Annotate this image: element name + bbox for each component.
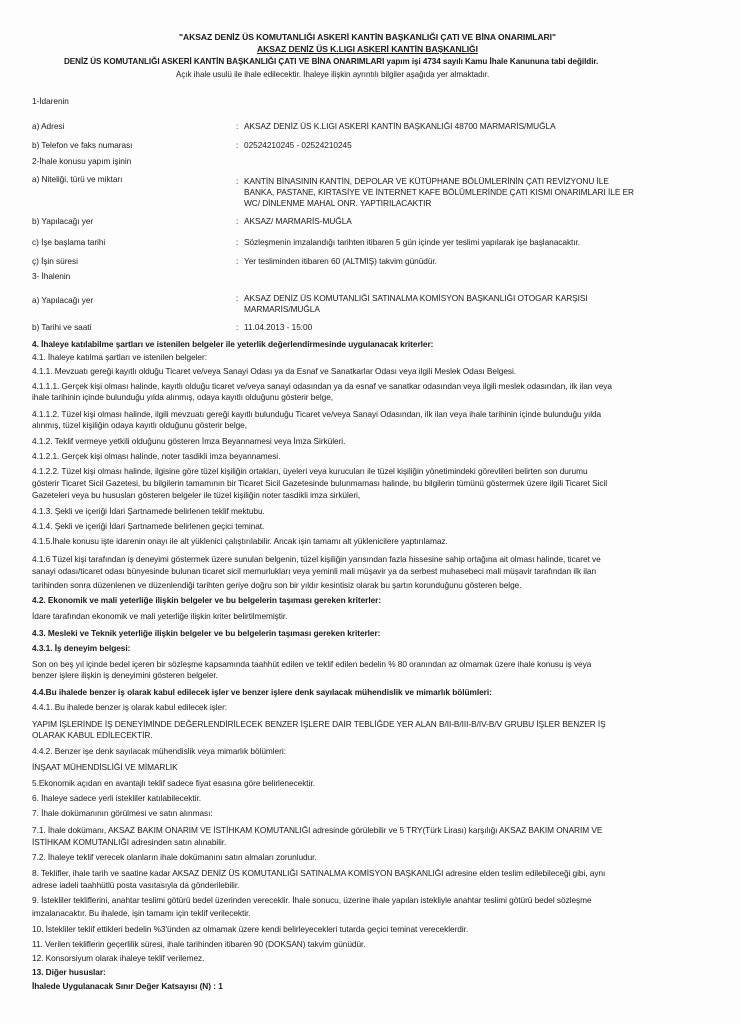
clause-4-4-2-text: İNŞAAT MÜHENDİSLİĞİ VE MİMARLIK — [32, 762, 178, 772]
clause-9-cont: imzalanacaktır. Bu ihalede, işin tamamı için teklif verilecektir. — [32, 908, 251, 918]
clause-8-cont: adrese iadeli taahhütlü posta vasıtasıyla da gönderilebilir. — [32, 880, 240, 890]
field-colon: : — [236, 322, 239, 332]
clause-4-4-1-text-cont: OLARAK KABUL EDİLECEKTİR. — [32, 730, 153, 740]
field-colon: : — [236, 176, 239, 186]
field-value-telefon: 02524210245 - 02524210245 — [244, 140, 352, 150]
clause-8: 8. Teklifler, ihale tarih ve saatine kadar AKSAZ DENİZ ÜS KOMUTANLIĞI SATINALMA KOMİSYON BAŞKANLIĞI adresine elden teslim edilebileceği gibi, aynı — [32, 868, 606, 878]
field-label-yer: b) Yapılacağı yer — [32, 216, 94, 226]
field-label-tarih: b) Tarihi ve saati — [32, 322, 92, 332]
field-colon: : — [236, 256, 239, 266]
clause-4-3-heading: 4.3. Mesleki ve Teknik yeterliğe ilişkin belgeler ve bu belgelerin taşıması gereken kriterler: — [32, 628, 381, 638]
section-idare: 1-İdarenin — [32, 96, 69, 106]
field-label-sure: ç) İşin süresi — [32, 256, 78, 266]
clause-4-1-2-2: 4.1.2.2. Tüzel kişi olması halinde, ilgisine göre tüzel kişiliğin ortakları, üyeleri veya kurucuları ile tüzel kişiliğin yönetimindeki görevlileri belirten son durumu — [32, 466, 588, 476]
field-label-telefon: b) Telefon ve faks numarası — [32, 140, 133, 150]
clause-4-2-text: İdare tarafından ekonomik ve mali yeterliğe ilişkin kriter belirtilmemiştir. — [32, 611, 288, 621]
clause-11: 11. Verilen tekliflerin geçerlilik süresi, ihale tarihinden itibaren 90 (DOKSAN) takvim günüdür. — [32, 939, 366, 949]
clause-4-1-2: 4.1.2. Teklif vermeye yetkili olduğunu gösteren İmza Beyannamesi veya İmza Sirküleri. — [32, 436, 346, 446]
field-colon: : — [236, 140, 239, 150]
field-value-ihale-yeri-2: MARMARİS/MUĞLA — [244, 304, 320, 314]
field-value-sure: Yer tesliminden itibaren 60 (ALTMIŞ) takvim günüdür. — [244, 256, 437, 266]
field-value-tarih: 11.04.2013 - 15:00 — [244, 322, 313, 332]
section-ihalenin: 3- İhalenin — [32, 271, 71, 281]
intro-line-1: DENİZ ÜS KOMUTANLIĞI ASKERİ KANTİN BAŞKANLIĞI ÇATI VE BİNA ONARIMLARI yapım işi 4734 sayılı Kamu İhale Kanununa tabi değildir. — [64, 57, 599, 66]
clause-4-1-1: 4.1.1. Mevzuatı gereği kayıtlı olduğu Ticaret ve/veya Sanayi Odası ya da Esnaf ve Sanatkarlar Odası veya ilgili Meslek Odası Belgesi. — [32, 366, 517, 376]
clause-4-1: 4.1. İhaleye katılma şartları ve istenilen belgeler: — [32, 352, 207, 362]
clause-4-3-1-text: Son on beş yıl içinde bedel içeren bir sözleşme kapsamında taahhüt edilen ve teklif edilen bedelin % 80 oranından az olmamak üzere ihale konusu iş veya — [32, 659, 592, 669]
field-value-adres: AKSAZ DENİZ ÜS K.LIGI ASKERİ KANTİN BAŞKANLIĞI 48700 MARMARİS/MUĞLA — [244, 121, 556, 131]
section-ihale-konusu: 2-İhale konusu yapım işinin — [32, 156, 132, 166]
clause-4-1-1-2: 4.1.1.2. Tüzel kişi olması halinde, ilgili mevzuatı gereği kayıtlı bulunduğu Ticaret ve/veya Sanayi Odasından, ilk ilan veya ihale tarihinin içinde bulunduğu yılda — [32, 409, 602, 419]
clause-4-1-6-cont-1: sanayi odası/ticaret odası bünyesinde bulunan ticaret sicil memurlukları veya yeminli mali müşavir ya da serbest muhasebeci mali müşavir tarafından ilk ilan — [32, 566, 597, 576]
clause-12: 12. Konsorsiyum olarak ihaleye teklif verilemez. — [32, 953, 205, 963]
clause-4-1-1-1: 4.1.1.1. Gerçek kişi olması halinde, kayıtlı olduğu ticaret ve/veya sanayi odasından ya da esnaf ve sanatkar odasından veya ilgili meslek odasından, ilk ilan veya — [32, 381, 612, 391]
clause-4-1-1-2-cont: alınmış, tüzel kişiliğin odaya kayıtlı olduğunu gösterir belge, — [32, 420, 247, 430]
field-value-baslama: Sözleşmenin imzalandığı tarihten itibaren 5 gün içinde yer teslimi yapılarak işe başlanacaktır. — [244, 237, 581, 247]
clause-6: 6. İhaleye sadece yerli istekliler katılabilecektir. — [32, 793, 201, 803]
clause-10: 10. İstekliler teklif ettikleri bedelin %3'ünden az olmamak üzere kendi belirleyecekleri tutarda geçici teminat vereceklerdir. — [32, 924, 469, 934]
intro-line-2: Açık ihale usulü ile ihale edilecektir. İhaleye ilişkin ayrıntılı bilgiler aşağıda yer almaktadır. — [176, 70, 490, 79]
field-value-yer: AKSAZ/ MARMARİS-MUĞLA — [244, 216, 352, 226]
clause-4-3-1: 4.3.1. İş deneyim belgesi: — [32, 643, 131, 653]
field-value-nitelik-1: KANTİN BİNASININ KANTİN, DEPOLAR VE KÜTÜPHANE BÖLÜMLERİNİN ÇATI REVİZYONU İLE — [244, 176, 609, 186]
clause-4-3-1-text-cont: benzer işlere ilişkin iş deneyimini gösteren belgeler. — [32, 670, 218, 680]
clause-4-1-5: 4.1.5.İhale konusu işte idarenin onayı ile alt yüklenici çalıştırılabilir. Ancak işin tamamı alt yüklenicilere yaptırılamaz. — [32, 536, 448, 546]
criteria-heading: 4. İhaleye katılabilme şartları ve istenilen belgeler ile yeterlik değerlendirmesinde uygulanacak kriterler: — [32, 339, 434, 349]
field-value-nitelik-2: BANKA, PASTANE, KIRTASİYE VE İNTERNET KAFE BÖLÜMLERİNDE ÇATI KISMI ONARIMLARI İLE ER — [244, 187, 634, 197]
document-subtitle: AKSAZ DENİZ ÜS K.LIGI ASKERİ KANTİN BAŞKANLIĞI — [257, 44, 478, 54]
clause-4-1-2-2-cont-1: gösterir Ticaret Sicil Gazetesi, bu bilgilerin tamamının bir Ticaret Sicil Gazetesinde bulunmaması halinde, bu bilgilerin tümünü göstermek üzere ilgili Ticaret Sicil — [32, 478, 608, 488]
clause-9: 9. İstekliler tekliflerini, anahtar teslimi götürü bedel üzerinden vereceklir. İhale sonucu, üzerine ihale yapılan istekliyle anahtar teslimi götürü bedel sözleşme — [32, 895, 592, 905]
clause-4-1-6-cont-2: tarihinden sonra düzenlenen ve düzenlendiği tarihten geriye doğru son bir yıldır kesintisiz olarak bu şartın korunduğunu gösteren belge. — [32, 580, 522, 590]
field-label-baslama: c) İşe başlama tarihi — [32, 237, 106, 247]
field-value-ihale-yeri-1: AKSAZ DENİZ ÜS KOMUTANLIĞI SATINALMA KOMİSYON BAŞKANLIĞI OTOGAR KARŞISI — [244, 293, 588, 303]
field-label-ihale-yeri: a) Yapılacağı yer — [32, 295, 94, 305]
clause-4-1-6: 4.1.6 Tüzel kişi tarafından iş deneyimi göstermek üzere sunulan belgenin, tüzel kişiliğin yarısından fazla hissesine sahip ortağına ait olması halinde, ticaret ve — [32, 554, 601, 564]
clause-7: 7. İhale dokümanının görülmesi ve satın alınması: — [32, 808, 213, 818]
clause-7-1-cont: İSTİHKAM KOMUTANLIĞI adresinden satın alınabilir. — [32, 837, 227, 847]
field-colon: : — [236, 237, 239, 247]
field-colon: : — [236, 216, 239, 226]
clause-4-4-2: 4.4.2. Benzer işe denk sayılacak mühendislik veya mimarlık bölümleri: — [32, 746, 286, 756]
clause-7-1: 7.1. İhale dokümanı, AKSAZ BAKIM ONARIM VE İSTİHKAM KOMUTANLIĞI adresinde görülebilir ve 5 TRY(Türk Lirası) karşılığı AKSAZ BAKIM ONARIM VE — [32, 825, 603, 835]
document-title: "AKSAZ DENİZ ÜS KOMUTANLIĞI ASKERİ KANTİN BAŞKANLIĞI ÇATI VE BİNA ONARIMLARI" — [179, 32, 556, 42]
clause-7-2: 7.2. İhaleye teklif verecek olanların ihale dokümanını satın almaları zorunludur. — [32, 852, 317, 862]
clause-13: 13. Diğer hususlar: — [32, 967, 106, 977]
field-colon: : — [236, 293, 239, 303]
clause-4-1-4: 4.1.4. Şekli ve içeriği İdari Şartnamede belirlenen geçici teminat. — [32, 521, 265, 531]
clause-4-4-1-text: YAPIM İŞLERİNDE İŞ DENEYİMİNDE DEĞERLENDİRİLECEK BENZER İŞLERE DAİR TEBLİĞDE YER ALAN B/II-B/III-B/IV-B/V GRUBU İŞLER BENZER İŞ — [32, 719, 606, 729]
clause-4-2-heading: 4.2. Ekonomik ve mali yeterliğe ilişkin belgeler ve bu belgelerin taşıması gereken kriterler: — [32, 595, 382, 605]
field-value-nitelik-3: WC/ DİNLENME MAHAL ONR. YAPTIRILACAKTIR — [244, 198, 432, 208]
clause-4-1-1-1-cont: ihale tarihinin içinde bulunduğu yılda alınmış, odaya kayıtlı olduğunu gösterir belge, — [32, 392, 334, 402]
clause-4-4-1: 4.4.1. Bu ihalede benzer iş olarak kabul edilecek işler: — [32, 702, 228, 712]
field-label-adres: a) Adresi — [32, 121, 65, 131]
clause-4-4-heading: 4.4.Bu ihalede benzer iş olarak kabul edilecek işler ve benzer işlere denk sayılacak mühendislik ve mimarlık bölümleri: — [32, 687, 492, 697]
clause-4-1-2-2-cont-2: Gazeteleri veya bu hususları gösteren belgeler ile tüzel kişiliğin noter tasdikli imza sirküleri, — [32, 490, 361, 500]
threshold-coefficient: İhalede Uygulanacak Sınır Değer Katsayısı (N) : 1 — [32, 981, 223, 991]
clause-4-1-3: 4.1.3. Şekli ve içeriği İdari Şartnamede belirlenen teklif mektubu. — [32, 506, 265, 516]
clause-5: 5.Ekonomik açıdan en avantajlı teklif sadece fiyat esasına göre belirlenecektir. — [32, 778, 315, 788]
clause-4-1-2-1: 4.1.2.1. Gerçek kişi olması halinde, noter tasdikli imza beyannamesi. — [32, 451, 281, 461]
field-label-nitelik: a) Niteliği, türü ve miktarı — [32, 174, 123, 184]
field-colon: : — [236, 121, 239, 131]
